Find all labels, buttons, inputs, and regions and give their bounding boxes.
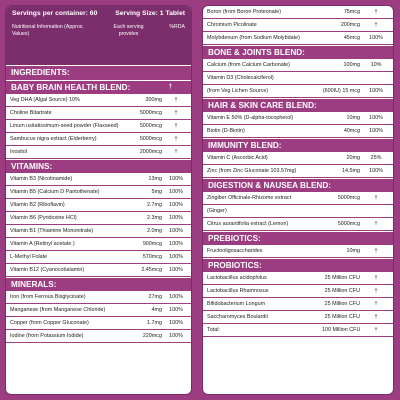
ingredient-amount: 75mcg	[343, 9, 360, 15]
ingredient-amount: 25 Million CFU	[324, 301, 360, 307]
ingredient-rda: 100%	[169, 241, 183, 247]
ingredient-name: Chromium Picolinate	[207, 22, 257, 28]
ingredient-amount: 5000mcg	[337, 221, 360, 227]
ingredient-amount: 25 Million CFU	[324, 275, 360, 281]
ingredient-name: Lactobacillus acidophilus	[207, 275, 267, 281]
ingredient-row	[203, 192, 393, 205]
ingredient-rda: †	[374, 195, 378, 201]
ingredient-name: Citrus aurantifolia extract (Lemon)	[207, 221, 289, 227]
ingredient-amount: 900mcg	[142, 241, 162, 247]
ingredient-rda: †	[174, 110, 178, 116]
ingredient-rda: 100%	[169, 228, 183, 234]
ingredient-row	[6, 304, 191, 317]
ingredient-rda: †	[374, 275, 378, 281]
ingredient-row	[203, 6, 393, 19]
ingredient-row	[203, 32, 393, 45]
section-header	[203, 178, 393, 192]
ingredient-row	[6, 146, 191, 159]
right-top-rows	[203, 6, 393, 45]
ingredient-row	[6, 317, 191, 330]
ingredient-amount: 2.3mg	[147, 215, 162, 221]
ingredient-row	[203, 205, 393, 218]
ingredient-name: Iron (from Ferrous Bisglycinate)	[10, 294, 86, 300]
ingredient-row	[203, 245, 393, 258]
ingredient-rda: †	[374, 288, 378, 294]
ingredient-name: Vitamin E 50% (D-alpha-tocopherol)	[207, 115, 294, 121]
each-serving-label: Each serving provides	[113, 24, 144, 37]
ingredient-amount: 100mg	[343, 62, 360, 68]
ingredient-name: Saccharomyces Boulardii	[207, 314, 268, 320]
ingredient-rda: 100%	[369, 115, 383, 121]
ingredient-rda: †	[374, 314, 378, 320]
ingredient-name: Bifidobacterium Longum	[207, 301, 266, 307]
ingredient-name: Calcium (from Calcium Carbonate)	[207, 62, 290, 68]
ingredient-amount: 20mg	[346, 155, 360, 161]
section-title: IMMUNITY BLEND:	[208, 141, 282, 150]
section-mark: †	[168, 84, 172, 90]
ingredient-row	[203, 152, 393, 165]
ingredient-row	[6, 107, 191, 120]
ingredient-rda: †	[174, 149, 178, 155]
ingredient-row	[6, 94, 191, 107]
ingredient-rda: †	[374, 221, 378, 227]
section-title: DIGESTION & NAUSEA BLEND:	[208, 181, 331, 190]
ingredient-amount: 2.45mcg	[141, 267, 162, 273]
ingredient-rda: †	[174, 97, 178, 103]
ingredient-row	[203, 112, 393, 125]
ingredient-amount: 2000mcg	[139, 149, 162, 155]
ingredient-amount: 5mg	[151, 189, 162, 195]
ingredient-amount: 25 Million CFU	[324, 314, 360, 320]
ingredient-rda: 100%	[169, 176, 183, 182]
ingredient-rda: †	[374, 327, 378, 333]
ingredient-rda: 10%	[370, 62, 382, 68]
ingredient-amount: 5000mcg	[337, 195, 360, 201]
ingredient-rda: †	[374, 22, 378, 28]
ingredient-amount: 10mg	[346, 115, 360, 121]
nutritional-info-label: Nutritional Information (Approx. Values)	[12, 24, 84, 37]
ingredient-row	[6, 291, 191, 304]
ingredient-row	[203, 125, 393, 138]
ingredient-row	[203, 324, 393, 337]
ingredient-rda: 100%	[369, 35, 383, 41]
ingredient-row	[6, 186, 191, 199]
ingredient-name: Vitamin B6 (Pyridoxine HCl)	[10, 215, 77, 221]
ingredient-name: Vitamin B12 (Cyanocobalamin)	[10, 267, 85, 273]
section-header	[203, 45, 393, 59]
ingredients-title: INGREDIENTS:	[6, 65, 191, 80]
section-title: BABY BRAIN HEALTH BLEND:	[11, 83, 131, 92]
ingredient-name: (Ginger)	[207, 208, 227, 214]
section-header	[6, 159, 191, 173]
ingredient-rda: †	[174, 123, 178, 129]
ingredient-rda: 100%	[169, 189, 183, 195]
ingredient-name: Vitamin B1 (Thiamine Mononitrate)	[10, 228, 94, 234]
ingredient-amount: 5000mcg	[139, 136, 162, 142]
ingredient-row	[6, 173, 191, 186]
ingredient-name: Zingiber Officinale-Rhizome extract	[207, 195, 292, 201]
ingredient-row	[203, 19, 393, 32]
ingredient-row	[6, 251, 191, 264]
ingredient-rda: 100%	[169, 215, 183, 221]
left-sections	[6, 80, 191, 343]
ingredient-rda: 100%	[169, 294, 183, 300]
ingredient-rda: 100%	[169, 307, 183, 313]
ingredient-row	[203, 311, 393, 324]
ingredient-name: Lactobacillus Rhamnosus	[207, 288, 269, 294]
section-title: PROBIOTICS:	[208, 261, 262, 270]
section-header	[203, 258, 393, 272]
ingredient-rda: 100%	[169, 202, 183, 208]
ingredient-amount: 27mg	[148, 294, 162, 300]
ingredient-row	[6, 330, 191, 343]
ingredient-row	[6, 238, 191, 251]
ingredient-amount: 14.5mg	[342, 168, 360, 174]
ingredient-rda: 100%	[169, 254, 183, 260]
ingredient-amount: 570mcg	[142, 254, 162, 260]
ingredient-amount: 1.7mg	[147, 320, 162, 326]
ingredient-name: Vitamin C (Ascorbic Acid)	[207, 155, 268, 161]
ingredient-name: Veg DHA (Algal Source) 10%	[10, 97, 80, 103]
ingredient-amount: 10mg	[346, 248, 360, 254]
ingredient-name: Choline Bitartrate	[10, 110, 52, 116]
ingredient-amount: 220mcg	[142, 333, 162, 339]
ingredient-amount: 40mcg	[343, 128, 360, 134]
ingredient-row	[203, 298, 393, 311]
ingredient-amount: (600IU) 15 mcg	[322, 88, 360, 94]
ingredient-name: Vitamin B3 (Nicotinamide)	[10, 176, 73, 182]
ingredient-rda: 100%	[369, 128, 383, 134]
section-title: VITAMINS:	[11, 162, 53, 171]
ingredient-row	[203, 72, 393, 85]
ingredient-name: Fructooligosaccharides	[207, 248, 263, 254]
ingredient-name: Linum usitatissimum-seed powder (Flaxseed)	[10, 123, 119, 129]
ingredient-name: (from Veg Lichen Source)	[207, 88, 269, 94]
ingredient-rda: †	[374, 248, 378, 254]
ingredient-name: Inositol	[10, 149, 28, 155]
section-header	[203, 138, 393, 152]
ingredient-rda: 100%	[169, 320, 183, 326]
ingredient-row	[6, 133, 191, 146]
ingredient-row	[6, 212, 191, 225]
serving-info-box	[6, 6, 191, 65]
ingredient-name: Vitamin D3 (Cholecalciferol)	[207, 75, 274, 81]
ingredient-name: Copper (from Copper Gluconate)	[10, 320, 89, 326]
section-title: BONE & JOINTS BLEND:	[208, 48, 305, 57]
ingredient-name: Biotin (D-Biotin)	[207, 128, 245, 134]
ingredient-amount: 5000mcg	[139, 110, 162, 116]
ingredient-amount: 5000mcg	[139, 123, 162, 129]
section-header	[203, 98, 393, 112]
section-header	[6, 277, 191, 291]
ingredient-row	[203, 165, 393, 178]
ingredient-row	[203, 272, 393, 285]
section-title: PREBIOTICS:	[208, 234, 261, 243]
rda-label: %RDA	[169, 24, 185, 30]
ingredient-amount: 300mg	[145, 97, 162, 103]
ingredient-amount: 200mcg	[340, 22, 360, 28]
ingredient-rda: 100%	[169, 267, 183, 273]
ingredient-name: Total:	[207, 327, 220, 333]
section-title: HAIR & SKIN CARE BLEND:	[208, 101, 317, 110]
ingredient-name: Boron (from Boron Proteonate)	[207, 9, 282, 15]
ingredient-row	[203, 85, 393, 98]
section-header	[203, 231, 393, 245]
ingredient-row	[6, 264, 191, 277]
right-panel	[203, 6, 393, 394]
ingredient-name: Molybdenum (from Sodium Molybdate)	[207, 35, 300, 41]
ingredient-amount: 4mg	[151, 307, 162, 313]
ingredient-rda: †	[374, 9, 378, 15]
right-sections	[203, 45, 393, 337]
ingredient-amount: 25 Million CFU	[324, 288, 360, 294]
ingredient-name: Vitamin B5 (Calcium D Pantothenate)	[10, 189, 100, 195]
ingredient-name: Vitamin B2 (Riboflavin)	[10, 202, 65, 208]
ingredient-name: Manganese (from Manganese Chloride)	[10, 307, 106, 313]
ingredient-amount: 45mcg	[343, 35, 360, 41]
ingredient-rda: 25%	[370, 155, 382, 161]
section-header	[6, 80, 191, 94]
ingredient-name: Zinc (from Zinc Gluconate 103.57mg)	[207, 168, 297, 174]
ingredient-row	[6, 199, 191, 212]
ingredient-row	[203, 59, 393, 72]
ingredient-rda: †	[374, 301, 378, 307]
ingredient-amount: 100 Million CFU	[322, 327, 361, 333]
section-title: MINERALS:	[11, 280, 57, 289]
ingredient-rda: 100%	[369, 168, 383, 174]
ingredient-rda: 100%	[369, 88, 383, 94]
serving-size: Serving Size: 1 Tablet	[115, 10, 185, 17]
ingredient-name: Iodine (from Potassium Iodide)	[10, 333, 84, 339]
ingredient-rda: †	[174, 136, 178, 142]
ingredient-name: Sambucus nigra extract (Elderberry)	[10, 136, 97, 142]
ingredient-row	[6, 120, 191, 133]
ingredient-name: L-Methyl Folate	[10, 254, 48, 260]
ingredient-amount: 2.0mg	[147, 228, 162, 234]
ingredient-row	[203, 285, 393, 298]
left-panel	[6, 6, 191, 394]
ingredient-amount: 2.7mg	[147, 202, 162, 208]
ingredient-amount: 13mg	[148, 176, 162, 182]
servings-per-container: Servings per container: 60	[12, 10, 98, 17]
ingredient-name: Vitamin A (Retinyl acetate )	[10, 241, 75, 247]
ingredient-row	[203, 218, 393, 231]
ingredient-rda: 100%	[169, 333, 183, 339]
ingredient-row	[6, 225, 191, 238]
